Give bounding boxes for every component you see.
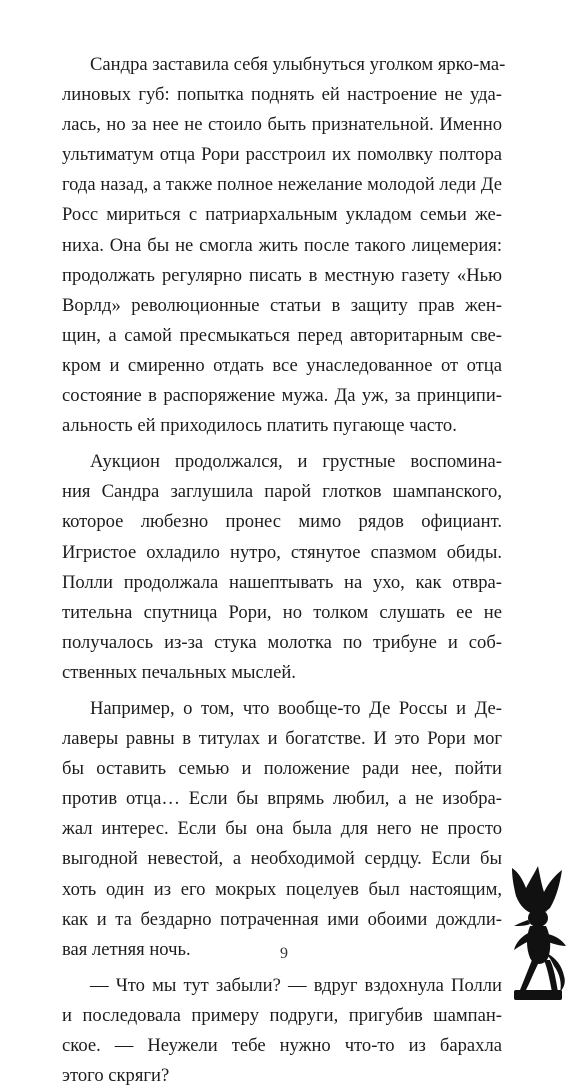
paragraph bbox=[62, 447, 502, 688]
text-line: как и та бездарно потраченная ими обоими дождли- bbox=[62, 908, 502, 930]
text-line: Игристое охладило нутро, стянутое спазмом обиды. bbox=[62, 541, 502, 563]
text-line: щин, а самой пресмыкаться перед авторитарным све- bbox=[62, 324, 502, 346]
text-line: Например, о том, что вообще-то Де Россы и Де- bbox=[90, 697, 502, 719]
text-line: ультиматум отца Рори расстроил их помолвку полтора bbox=[62, 144, 502, 166]
text-line: против отца… Если бы впрямь любил, а не изобра- bbox=[62, 788, 502, 810]
text-line: тительна спутница Рори, но толком слушать ее не bbox=[62, 601, 502, 623]
text-line: лаверы равны в титулах и богатстве. И это Рори мог bbox=[62, 728, 502, 750]
page-number: 9 bbox=[280, 945, 288, 962]
text-line: получалось из-за стука молотка по трибуне и соб- bbox=[62, 631, 502, 653]
text-line: Сандра заставила себя улыбнуться уголком ярко-ма- bbox=[90, 54, 506, 75]
text-line: продолжать регулярно писать в местную газету «Нью bbox=[62, 264, 502, 286]
text-line: состояние в распоряжение мужа. Да уж, за принципи- bbox=[62, 385, 502, 407]
text-line: и последовала примеру подруги, пригубив шампан- bbox=[62, 1004, 502, 1026]
paragraph bbox=[62, 694, 502, 965]
text-line: ния Сандра заглушила парой глотков шампанского, bbox=[62, 481, 502, 503]
text-line: хоть один из его мокрых поцелуев был настоящим, bbox=[62, 878, 502, 900]
text-line: ское. — Неужели тебе нужно что-то из барахла bbox=[62, 1035, 502, 1056]
page-text bbox=[62, 50, 506, 1091]
text-line: — Что мы тут забыли? — вдруг вздохнула Полли bbox=[90, 974, 502, 996]
text-line: ственных печальных мыслей. bbox=[62, 661, 296, 683]
text-line: лась, но за нее не стоило быть признательной. Именно bbox=[62, 114, 502, 136]
text-line: альность ей приходилось платить пугающе часто. bbox=[62, 415, 457, 437]
text-line: выгодной невестой, а необходимой сердцу. Если бы bbox=[62, 848, 502, 870]
text-line: кром и смиренно отдать все унаследованное от отца bbox=[62, 354, 502, 376]
text-line: этого скряги? bbox=[62, 1065, 170, 1087]
text-line: Росс мириться с патриархальным укладом семьи же- bbox=[62, 204, 502, 226]
paragraph bbox=[62, 971, 502, 1091]
text-line: ниха. Она бы не смогла жить после такого лицемерия: bbox=[62, 234, 502, 256]
text-line: года назад, а также полное нежелание молодой леди Де bbox=[62, 174, 502, 196]
paragraph bbox=[62, 50, 506, 441]
winged-imp-icon bbox=[504, 862, 568, 1000]
text-line: линовых губ: попытка поднять ей настроение не уда- bbox=[62, 84, 502, 106]
text-line: Аукцион продолжался, и грустные воспомина- bbox=[90, 451, 502, 473]
text-line: жал интерес. Если бы она была для него не просто bbox=[62, 818, 502, 840]
text-line: вая летняя ночь. bbox=[62, 938, 191, 960]
text-line: которое любезно пронес мимо рядов официант. bbox=[62, 511, 502, 533]
text-line: бы оставить семью и положение ради нее, пойти bbox=[62, 758, 502, 780]
text-line: Ворлд» революционные статьи в защиту прав жен- bbox=[62, 294, 502, 316]
text-line: Полли продолжала нашептывать на ухо, как отвра- bbox=[62, 571, 502, 593]
